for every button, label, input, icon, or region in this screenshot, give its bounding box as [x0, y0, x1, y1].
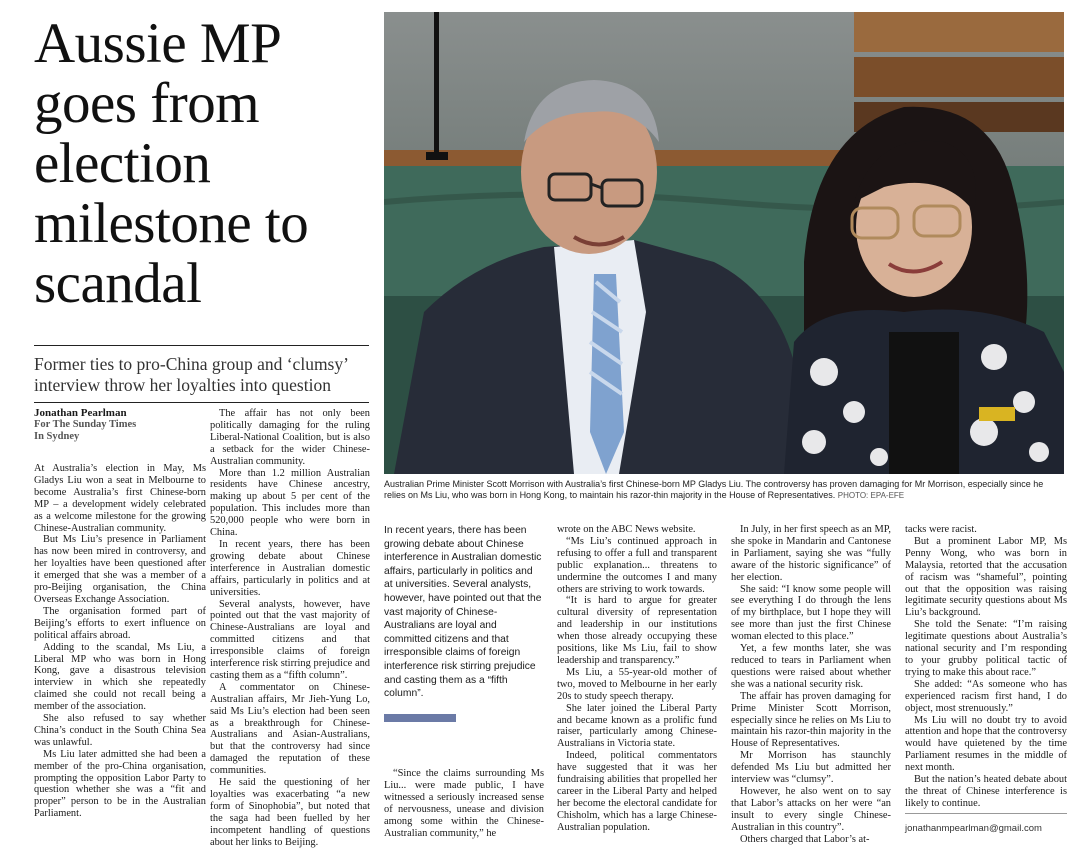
photo-illustration [384, 12, 1064, 474]
author-email: jonathanmpearlman@gmail.com [905, 823, 1042, 834]
paragraph: She also refused to say whether China’s conduct in the South China Sea was unlawful. [34, 713, 206, 748]
subhead-rule [34, 402, 369, 403]
subheadline: Former ties to pro-China group and ‘clumsy’ interview throw her loyalties into question [34, 354, 348, 395]
paragraph: However, he also went on to say that Labor’s attacks on her were “an insult to every single Chinese-Australian in this country”. [731, 785, 891, 833]
paragraph: “Since the claims surrounding Ms Liu... were made public, I have witnessed a seriously increased sense of nervousness, unease and division among some within the Chinese-Australian community,” he [384, 768, 544, 839]
paragraph: But a prominent Labor MP, Ms Penny Wong, who was born in Malaysia, retorted that the accusation of racism was “shameful”, pointing out that the opposition was raising legitimate security questions about Ms Liu’s background. [905, 535, 1067, 619]
paragraph: tacks were racist. [905, 524, 977, 535]
byline-affiliation: For The Sunday Times [34, 419, 137, 430]
paragraph: She later joined the Liberal Party and became known as a prolific fund raiser, particularly among Chinese-Australians in Victoria state. [557, 702, 717, 750]
paragraph: Ms Liu, a 55-year-old mother of two, moved to Melbourne in her early 20s to study speech therapy. [557, 666, 717, 702]
paragraph: The affair has proven damaging for Prime Minister Scott Morrison, especially since he relies on Ms Liu to maintain his razor-thin majority in the House of Representatives. [731, 690, 891, 750]
paragraph: More than 1.2 million Australian residents have Chinese ancestry, making up about 5 per cent of the population. This includes more than 520,000 people who were born in China. [210, 467, 370, 539]
paragraph: Ms Liu later admitted she had been a member of the pro-China organisation, prompting the opposition Labor Party to question whether she was a “fit and proper” person to be in the Australian Parliament. [34, 748, 206, 820]
article-column-5 [731, 524, 891, 845]
paragraph: In recent years, there has been growing debate about Chinese interference in Australian domestic affairs, particularly in politics and at universities. [210, 538, 370, 598]
paragraph: A commentator on Chinese-Australian affairs, Mr Jieh-Yung Lo, said Ms Liu’s election had been seen as a breakthrough for Chinese-Australians and Asian-Australians, but that the controversy had since damaged the reputation of these communities. [210, 681, 370, 777]
byline-name: Jonathan Pearlman [34, 407, 127, 419]
paragraph: The affair has not only been politically damaging for the ruling Liberal-National Coalition, but is also a setback for the wider Chinese-Australian community. [210, 408, 370, 467]
paragraph: “It is hard to argue for greater cultural diversity of representation and leadership in our institutions when those already occupying these positions, like Ms Liu, fail to show leadership and transparency.” [557, 595, 717, 666]
paragraph: She said: “I know some people will see everything I do through the lens of my birthplace, but I hope they will see more than just the first Chinese woman elected to this place.” [731, 583, 891, 643]
paragraph: But Ms Liu’s presence in Parliament has now been mired in controversy, and her loyalties have been questioned after it emerged that she was a member of a pro-Beijing organisation, the China Overseas Exchange Association. [34, 534, 206, 605]
article-column-6 [905, 524, 1067, 810]
paragraph: Ms Liu will no doubt try to avoid attention and hope that the controversy would have quietened by the time Parliament resumes in the middle of next month. [905, 714, 1067, 774]
paragraph: He said the questioning of her loyalties was exacerbating “a new form of Sinophobia”, but noted that the saga had been fuelled by her incompetent handling of questions about her links to Beijing. [210, 777, 370, 848]
paragraph: Mr Morrison has staunchly defended Ms Liu but admitted her interview was “clumsy”. [731, 750, 891, 786]
paragraph: Several analysts, however, have pointed out that the vast majority of Chinese-Australians are loyal and committed citizens and that irresponsible claims of foreign interference risk stirring prejudice and casting them as a “fifth column”. [210, 598, 370, 681]
paragraph: The organisation formed part of Beijing’s efforts to exert influence on political affairs abroad. [34, 605, 206, 641]
headline-rule [34, 345, 369, 346]
article-column-4 [557, 524, 717, 834]
paragraph: At Australia’s election in May, Ms Gladys Liu won a seat in Melbourne to become Australia’s first Chinese-born MP – a development widely celebrated as a welcome milestone for the growing Chinese-Australian community. [34, 463, 206, 534]
paragraph: But the nation’s heated debate about the threat of Chinese interference is likely to continue. [905, 774, 1067, 809]
article-column-3 [384, 768, 544, 839]
article-column-1 [34, 463, 206, 820]
pull-quote-bar [384, 714, 456, 722]
paragraph: Others charged that Labor’s at- [740, 833, 870, 845]
email-rule [905, 813, 1067, 814]
paragraph: Yet, a few months later, she was reduced to tears in Parliament when questions were raised about whether she was a national security risk. [731, 643, 891, 690]
paragraph: She told the Senate: “I’m raising legitimate questions about Australia’s national security and I’m responding to your grubby political tactic of trying to make this about race.” [905, 619, 1067, 678]
article-column-2 [210, 408, 370, 849]
headline: Aussie MP goes from election milestone to scandal [34, 12, 309, 315]
paragraph: Adding to the scandal, Ms Liu, a Liberal MP who was born in Hong Kong, gave a disastrous television interview in which she repeatedly claimed she could not recall being a member of the association. [34, 641, 206, 713]
byline-location: In Sydney [34, 431, 80, 442]
news-photo [384, 12, 1064, 474]
caption-text: Australian Prime Minister Scott Morrison with Australia’s first Chinese-born MP Gladys Liu. The controversy has proven damaging for Mr Morrison, especially since he relies on Ms Liu, who was born in Hong Kong, to maintain his razor-thin majority in the House of Representatives. [384, 479, 1044, 500]
pull-quote: In recent years, there has been growing debate about Chinese interference in Australian domestic affairs, particularly in politics and at universities. Several analysts, however, have pointed out that the vast majority of Chinese-Australians are loyal and committed citizens and that irresponsible claims of foreign interference risk stirring prejudice and casting them as a “fifth column”. [384, 525, 542, 700]
paragraph: “Ms Liu’s continued approach in refusing to offer a full and transparent public explanation... threatens to undermine the outcomes I and many others are striving to work towards. [557, 535, 717, 595]
paragraph: In July, in her first speech as an MP, she spoke in Mandarin and Cantonese in Parliament, saying she was “fully aware of the historic significance” of her election. [731, 524, 891, 583]
paragraph: wrote on the ABC News website. [557, 524, 696, 535]
photo-credit: PHOTO: EPA-EFE [837, 491, 905, 500]
byline [34, 407, 204, 443]
paragraph: Indeed, political commentators have suggested that it was her fundraising abilities that propelled her career in the Liberal Party and helped her become the electoral candidate for Chisholm, which has a large Chinese-Australian population. [557, 750, 717, 833]
paragraph: She added: “As someone who has experienced racism first hand, I do object, most strenuously.” [905, 678, 1067, 714]
photo-caption [384, 479, 1064, 501]
